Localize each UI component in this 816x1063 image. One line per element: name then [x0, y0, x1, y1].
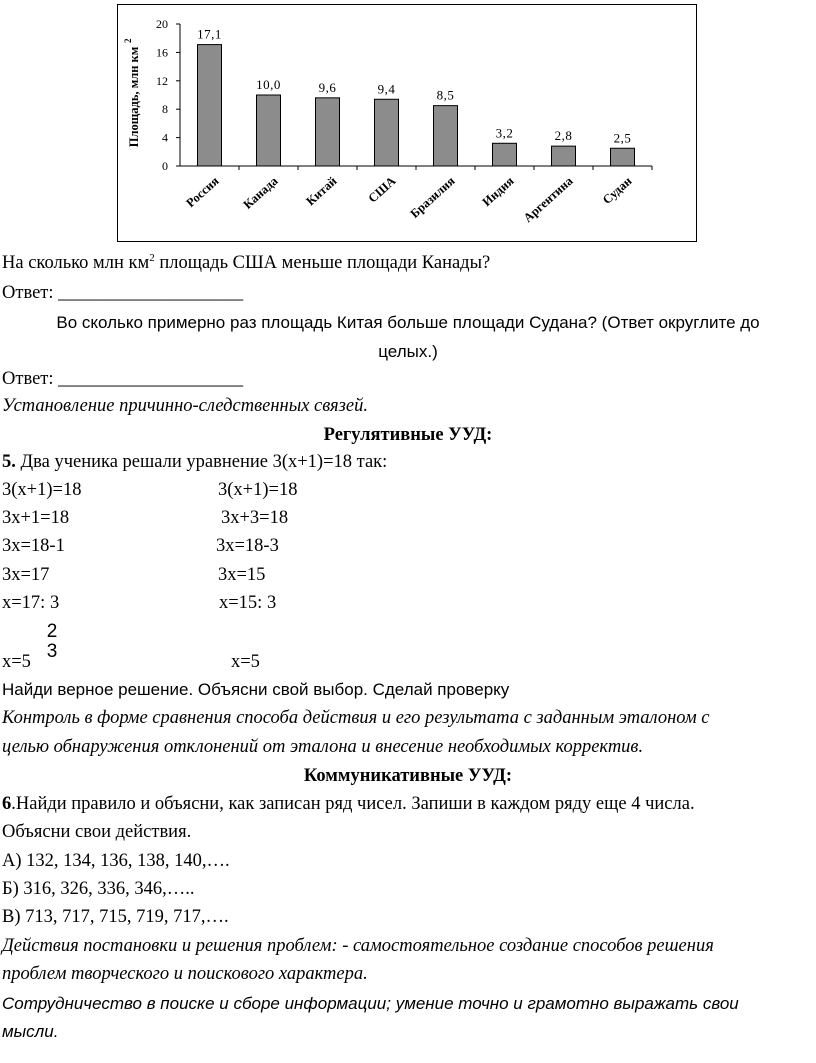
- bar-1: [257, 95, 281, 166]
- category-label: Судан: [599, 173, 635, 207]
- category-label: США: [365, 173, 399, 206]
- fraction-two-thirds: 2 3: [46, 621, 58, 662]
- solution-right-5: x=15: 3: [219, 593, 277, 613]
- category-label: Китай: [303, 173, 340, 209]
- bar-chart: [118, 5, 698, 243]
- question-2-line2: целых.): [378, 342, 438, 361]
- regulative-heading: Регулятивные УУД:: [323, 425, 493, 445]
- bar-4: [434, 106, 458, 166]
- bar-value-label: 8,5: [436, 87, 455, 103]
- task-5: 5. Два ученика решали уравнение 3(x+1)=18 так:: [2, 452, 388, 472]
- y-tick-label: 20: [156, 17, 168, 31]
- bar-value-label: 9,4: [377, 81, 396, 97]
- y-tick-label: 0: [162, 159, 168, 173]
- y-tick-label: 4: [162, 130, 168, 145]
- bar-value-label: 10,0: [256, 77, 281, 92]
- solution-left-final: x=5: [2, 652, 31, 672]
- number-row-b: Б) 316, 326, 336, 346,…..: [2, 879, 195, 899]
- y-axis-label: Площадь, млн км: [127, 46, 141, 148]
- category-label: Россия: [183, 173, 222, 211]
- control-line-1: Контроль в форме сравнения способа действия и его результата с заданным эталоном с: [2, 708, 710, 728]
- category-label: Индия: [479, 173, 517, 210]
- y-tick-label: 8: [162, 102, 168, 117]
- bar-0: [198, 45, 222, 166]
- cause-effect-label: Установление причинно-следственных связей.: [2, 396, 368, 416]
- control-line-2: целью обнаружения отклонений от эталона и внесение необходимых корректив.: [2, 737, 644, 757]
- bar-3: [375, 99, 399, 166]
- bar-value-label: 2,8: [554, 128, 573, 144]
- solution-right-final: x=5: [231, 652, 260, 672]
- task-5-instruction: Найди верное решение. Объясни свой выбор. Сделай проверку: [2, 680, 510, 699]
- y-axis-label-sup: 2: [123, 38, 133, 43]
- solution-right-3: 3x=18-3: [216, 536, 279, 556]
- answer-1: Ответ: ____________________: [2, 283, 244, 303]
- task-6: 6.Найди правило и объясни, как записан ряд чисел. Запиши в каждом ряду еще 4 числа.: [2, 794, 695, 814]
- cooperation-line-2: мысли.: [2, 1022, 59, 1041]
- bar-value-label: 2,5: [613, 130, 632, 146]
- number-row-a: А) 132, 134, 136, 138, 140,….: [2, 851, 230, 871]
- bar-7: [611, 148, 635, 166]
- communicative-heading: Коммуникативные УУД:: [303, 766, 513, 786]
- bar-chart-frame: [117, 4, 697, 242]
- y-tick-label: 16: [156, 45, 168, 60]
- category-label: Аргентина: [520, 173, 576, 226]
- question-1: На сколько млн $км^2$ площадь США меньше площади Канады?: [2, 251, 491, 273]
- answer-2: Ответ: ____________________: [2, 369, 244, 389]
- number-row-c: В) 713, 717, 715, 719, 717,….: [2, 907, 229, 927]
- bar-value-label: 9,6: [318, 79, 337, 95]
- bar-value-label: 3,2: [495, 125, 514, 141]
- solution-right-1: 3(x+1)=18: [218, 480, 298, 500]
- question-2-line1: Во сколько примерно раз площадь Китая больше площади Судана? (Ответ округлите до: [56, 313, 760, 332]
- task-6-line2: Объясни свои действия.: [2, 822, 192, 842]
- category-label: Канада: [240, 173, 281, 212]
- problem-line-1: Действия постановки и решения проблем: - самостоятельное создание способов решения: [2, 936, 714, 956]
- bar-value-label: 17,1: [197, 26, 222, 42]
- bar-2: [316, 98, 340, 166]
- cooperation-line-1: Сотрудничество в поиске и сборе информации; умение точно и грамотно выражать свои: [2, 994, 739, 1013]
- solution-left-5: x=17: 3: [2, 593, 60, 613]
- bar-5: [493, 143, 517, 166]
- bar-6: [552, 146, 576, 166]
- solution-left-1: 3(x+1)=18: [2, 480, 82, 500]
- solution-right-2: 3x+3=18: [221, 508, 289, 528]
- solution-right-4: 3x=15: [218, 565, 266, 585]
- solution-left-2: 3x+1=18: [2, 508, 70, 528]
- category-label: Бразилия: [407, 173, 458, 221]
- solution-left-3: 3x=18-1: [2, 536, 65, 556]
- solution-left-4: 3x=17: [2, 565, 50, 585]
- y-tick-label: 12: [156, 73, 168, 88]
- problem-line-2: проблем творческого и поискового характера.: [2, 964, 368, 984]
